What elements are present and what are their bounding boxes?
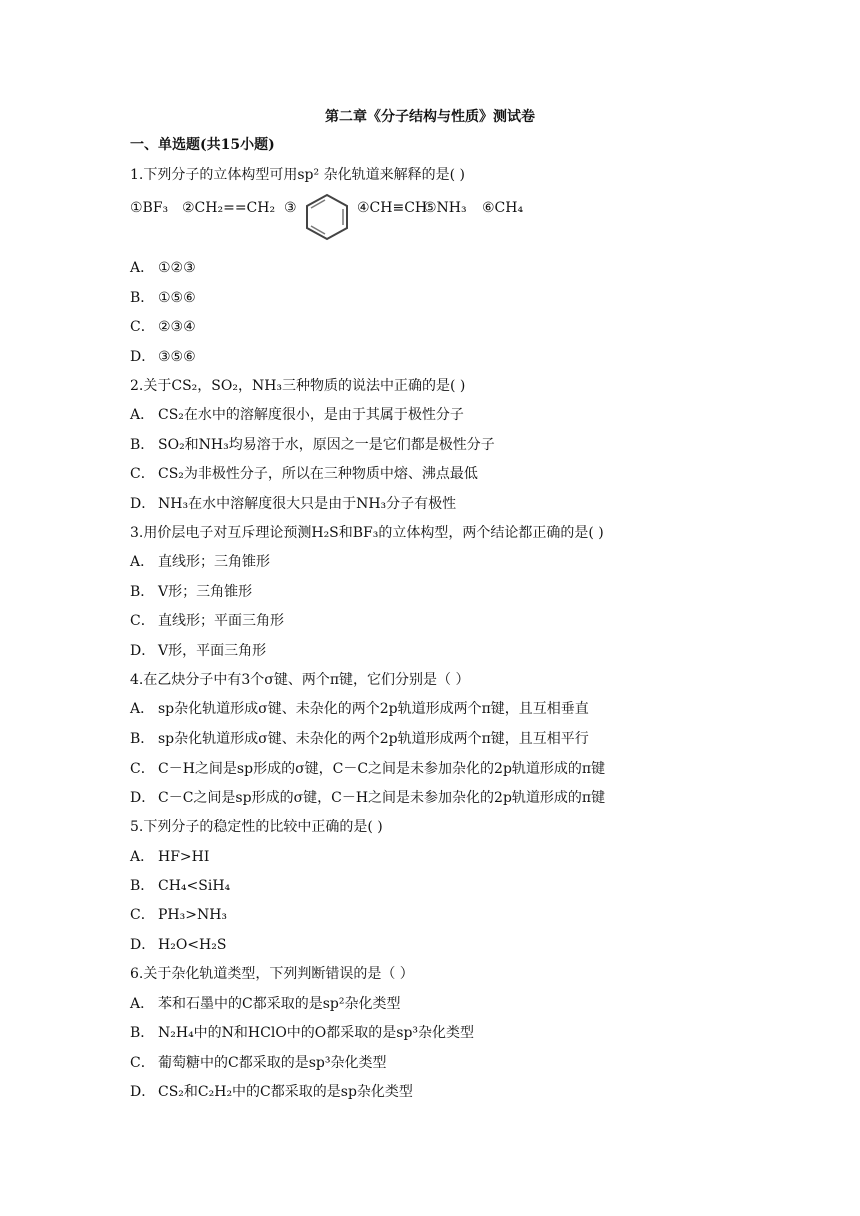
option-3a: A． 直线形；三角锥形 — [130, 554, 270, 570]
option-4a: A． sp杂化轨道形成σ键、未杂化的两个2p轨道形成两个π键，且互相垂直 — [130, 701, 589, 717]
molecule-4: ④CH≡CH — [357, 200, 428, 216]
option-4c: C． C－H之间是sp形成的σ键，C－C之间是未参加杂化的2p轨道形成的π键 — [130, 761, 606, 777]
option-2b: B． SO₂和NH₃均易溶于水，原因之一是它们都是极性分子 — [130, 437, 495, 453]
option-4b: B． sp杂化轨道形成σ键、未杂化的两个2p轨道形成两个π键，且互相平行 — [130, 731, 589, 747]
option-1a: A． ①②③ — [130, 260, 196, 276]
option-6c: C． 葡萄糖中的C都采取的是sp³杂化类型 — [130, 1055, 387, 1071]
option-6a: A． 苯和石墨中的C都采取的是sp²杂化类型 — [130, 996, 401, 1012]
question-3-stem: 3.用价层电子对互斥理论预测H₂S和BF₃的立体构型，两个结论都正确的是( ) — [130, 525, 604, 541]
option-1c: C． ②③④ — [130, 319, 196, 335]
option-5d: D． H₂O<H₂S — [130, 937, 227, 953]
option-2c: C． CS₂为非极性分子，所以在三种物质中熔、沸点最低 — [130, 466, 478, 482]
question-5-stem: 5.下列分子的稳定性的比较中正确的是( ) — [130, 819, 383, 835]
option-5a: A． HF>HI — [130, 849, 210, 865]
molecule-6: ⑥CH₄ — [482, 200, 524, 216]
option-1d: D． ③⑤⑥ — [130, 349, 196, 365]
option-2d: D． NH₃在水中溶解度很大只是由于NH₃分子有极性 — [130, 496, 457, 512]
option-3b: B． V形；三角锥形 — [130, 584, 253, 600]
option-3c: C． 直线形；平面三角形 — [130, 613, 284, 629]
question-4-stem: 4.在乙炔分子中有3个σ键、两个π键，它们分别是（ ） — [130, 672, 470, 688]
option-6d: D． CS₂和C₂H₂中的C都采取的是sp杂化类型 — [130, 1084, 413, 1100]
section-heading: 一、单选题(共15小题) — [130, 137, 275, 153]
molecule-1: ①BF₃ — [130, 200, 169, 216]
option-5b: B． CH₄<SiH₄ — [130, 878, 231, 894]
question-1-stem: 1.下列分子的立体构型可用sp² 杂化轨道来解释的是( ) — [130, 167, 465, 183]
page-title: 第二章《分子结构与性质》测试卷 — [325, 109, 535, 125]
option-1b: B． ①⑤⑥ — [130, 290, 196, 306]
question-2-stem: 2.关于CS₂，SO₂，NH₃三种物质的说法中正确的是( ) — [130, 378, 466, 394]
molecule-5: ⑤NH₃ — [424, 200, 467, 216]
option-6b: B． N₂H₄中的N和HClO中的O都采取的是sp³杂化类型 — [130, 1025, 475, 1041]
molecule-2: ②CH₂==CH₂ — [182, 200, 276, 216]
option-2a: A． CS₂在水中的溶解度很小，是由于其属于极性分子 — [130, 407, 464, 423]
benzene-ring-icon — [302, 192, 352, 242]
molecule-3-label: ③ — [284, 200, 297, 216]
option-5c: C． PH₃>NH₃ — [130, 907, 228, 923]
option-3d: D． V形，平面三角形 — [130, 643, 267, 659]
question-6-stem: 6.关于杂化轨道类型，下列判断错误的是（ ） — [130, 966, 414, 982]
option-4d: D． C－C之间是sp形成的σ键，C－H之间是未参加杂化的2p轨道形成的π键 — [130, 790, 606, 806]
